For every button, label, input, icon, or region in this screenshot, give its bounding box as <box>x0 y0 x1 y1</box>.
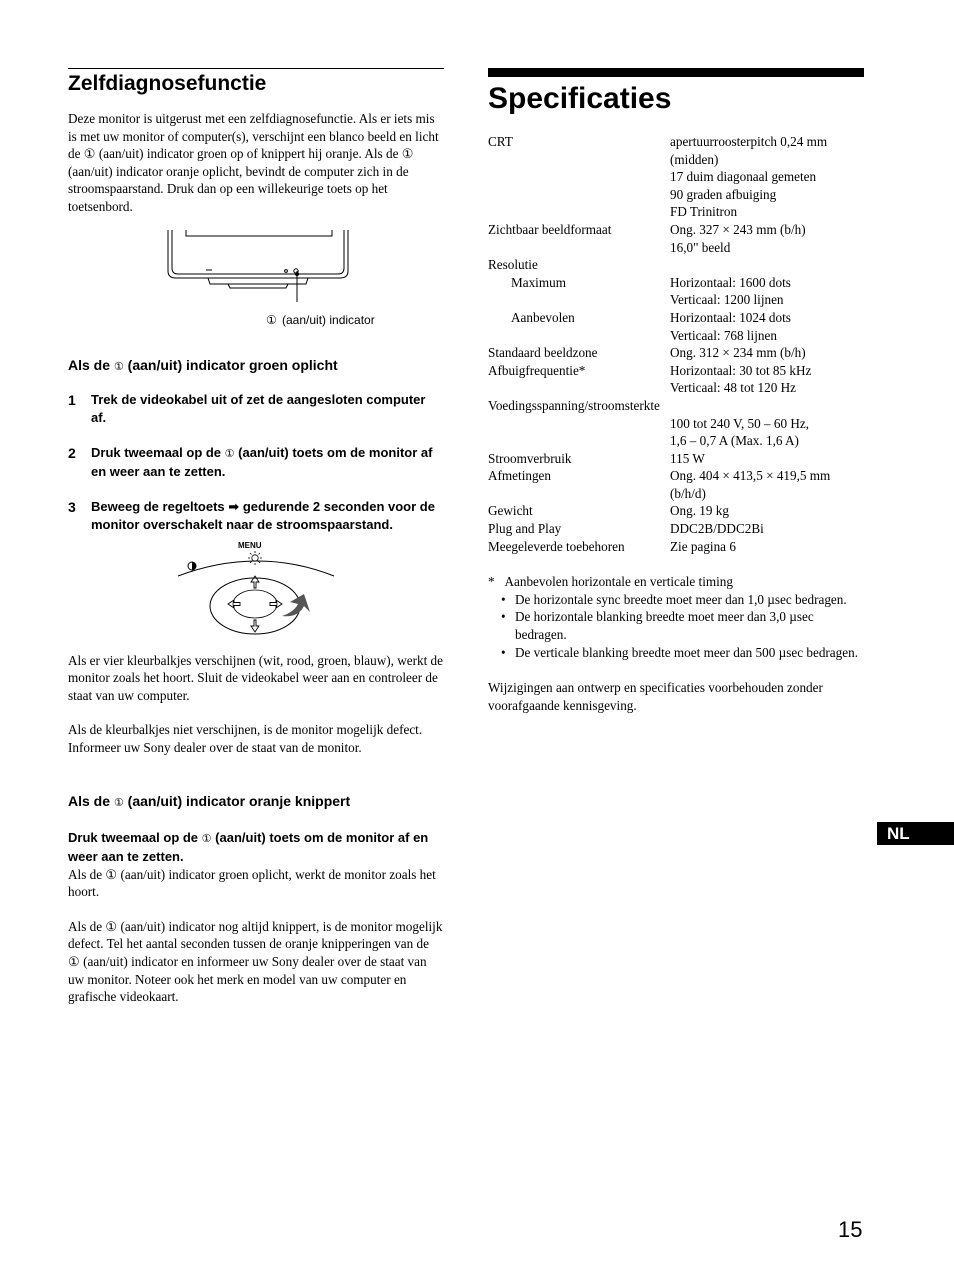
spec-row <box>488 397 864 415</box>
spec-label: Afbuigfrequentie* <box>488 362 586 378</box>
spec-label: Resolutie <box>488 257 538 273</box>
orange-instruction: Druk tweemaal op de ① (aan/uit) toets om de monitor af en weer aan te zetten. <box>68 829 429 864</box>
spec-row <box>488 168 864 186</box>
spec-row <box>488 309 864 327</box>
spec-value: 17 duim diagonaal gemeten <box>670 169 817 185</box>
spec-label: Voedingsspanning/stroomsterkte <box>488 397 660 413</box>
spec-label: Maximum <box>511 274 566 290</box>
spec-label: Meegeleverde toebehoren <box>488 538 625 554</box>
spec-value: Horizontaal: 1600 dots <box>670 274 791 290</box>
spec-value: Verticaal: 768 lijnen <box>670 327 777 343</box>
page-number: 15 <box>838 1217 863 1242</box>
step-1: 1 Trek de videokabel uit of zet de aangesloten computer af. <box>68 391 426 425</box>
spec-row <box>488 256 864 274</box>
spec-row <box>488 239 864 257</box>
spec-row <box>488 133 864 168</box>
spec-value: Verticaal: 48 tot 120 Hz <box>670 380 796 396</box>
footnote: * Aanbevolen horizontale en verticale timing <box>488 574 733 590</box>
spec-label: Aanbevolen <box>511 309 575 325</box>
bullet-item: • De horizontale blanking breedte moet meer dan 3,0 µsec bedragen. <box>501 609 814 643</box>
step-2: 2 Druk tweemaal op de ① (aan/uit) toets om de monitor af en weer aan te zetten. <box>68 444 433 479</box>
spec-row <box>488 203 864 221</box>
green-heading: Als de ① (aan/uit) indicator groen oplicht <box>68 356 338 373</box>
monitor-front-figure <box>68 224 444 334</box>
green-result-1: Als er vier kleurbalkjes verschijnen (wit, rood, groen, blauw), werkt de monitor zoals het hoort. Sluit de videokabel weer aan en controleer de staat van uw computer. <box>68 652 443 703</box>
spec-row <box>488 362 864 380</box>
power-indicator-dot <box>295 272 299 276</box>
section-rule <box>68 68 444 69</box>
spec-value: 1,6 – 0,7 A (Max. 1,6 A) <box>670 433 799 449</box>
spec-value: Zie pagina 6 <box>670 538 736 554</box>
spec-value: 90 graden afbuiging <box>670 186 777 202</box>
figure1-caption: (aan/uit) indicator <box>282 312 375 327</box>
orange-result-2: Als de ① (aan/uit) indicator nog altijd knippert, is de monitor mogelijk defect. Tel het aantal seconden tussen de oranje knipperingen van de ① (aan/uit) indicator en informeer uw Sony dealer over de staat van uw monitor. Noteer ook het merk en model van uw computer en grafische videokaart. <box>68 918 443 1005</box>
spec-value: DDC2B/DDC2Bi <box>670 521 764 537</box>
press-arrow-icon <box>282 594 310 616</box>
spec-value: Ong. 404 × 413,5 × 419,5 mm (b/h/d) <box>670 468 831 501</box>
spec-row <box>488 274 864 292</box>
green-result-2: Als de kleurbalkjes niet verschijnen, is de monitor mogelijk defect. Informeer uw Sony dealer over de staat van de monitor. <box>68 722 423 755</box>
spec-label: Zichtbaar beeldformaat <box>488 221 612 237</box>
spec-row <box>488 344 864 362</box>
step-3: 3 Beweeg de regeltoets ➡ gedurende 2 seconden voor de monitor overschakelt naar de stroomspaarstand. <box>68 498 435 532</box>
intro-paragraph: Deze monitor is uitgerust met een zelfdiagnosefunctie. Als er iets mis is met uw monitor of computer(s), verschijnt een blanco beeld en licht de ① (aan/uit) indicator groen op of knippert hij oranje. Als de ① (aan/uit) indicator oranje oplicht, bevindt de computer zich in de stroomspaarstand. Druk dan op een willekeurige toets op het toetsenbord. <box>68 111 439 214</box>
spec-row <box>488 502 864 520</box>
section-title-specificaties: Specificaties <box>488 82 672 115</box>
orange-result-1: Als de ① (aan/uit) indicator groen oplicht, werkt de monitor zoals het hoort. <box>68 866 436 900</box>
spec-value: Ong. 19 kg <box>670 503 729 519</box>
language-tab: NL <box>877 822 954 845</box>
bullet-item: • De verticale blanking breedte moet meer dan 500 µsec bedragen. <box>501 644 858 660</box>
spec-label: Plug and Play <box>488 521 562 537</box>
spec-label: CRT <box>488 134 513 149</box>
right-arrow-icon: ➡ <box>228 498 240 514</box>
spec-row <box>488 450 864 468</box>
spec-label: Afmetingen <box>488 468 551 484</box>
power-icon: ① <box>113 795 124 809</box>
spec-value: 100 tot 240 V, 50 – 60 Hz, <box>670 415 810 431</box>
spec-table <box>488 133 864 555</box>
spec-row <box>488 221 864 239</box>
spec-value: Ong. 327 × 243 mm (b/h) <box>670 221 806 237</box>
title-rule <box>488 68 864 77</box>
left-column <box>68 68 444 1006</box>
spec-value: FD Trinitron <box>670 204 738 220</box>
spec-value: Verticaal: 1200 lijnen <box>670 292 784 308</box>
right-column <box>488 68 864 714</box>
contrast-icon <box>188 562 196 570</box>
disclaimer: Wijzigingen aan ontwerp en specificaties voorbehouden zonder voorafgaande kennisgeving. <box>488 680 823 713</box>
spec-value: 16,0" beeld <box>670 239 731 255</box>
svg-text:①: ① <box>266 312 277 327</box>
bullet-item: • De horizontale sync breedte moet meer dan 1,0 µsec bedragen. <box>501 591 847 607</box>
spec-value: Horizontaal: 1024 dots <box>670 309 791 325</box>
spec-label: Stroomverbruik <box>488 450 572 466</box>
spec-row <box>488 520 864 538</box>
spec-row <box>488 467 864 502</box>
power-icon: ① <box>201 831 212 845</box>
power-icon: ① <box>224 446 235 460</box>
spec-row <box>488 186 864 204</box>
control-button-figure <box>68 536 444 636</box>
spec-value: Ong. 312 × 234 mm (b/h) <box>670 345 806 361</box>
section-title-zelfdiagnose: Zelfdiagnosefunctie <box>68 72 267 95</box>
orange-heading: Als de ① (aan/uit) indicator oranje knippert <box>68 792 351 809</box>
spec-row <box>488 327 864 345</box>
spec-row <box>488 291 864 309</box>
spec-label: Gewicht <box>488 503 533 519</box>
spec-row <box>488 432 864 450</box>
menu-label: MENU <box>238 540 262 550</box>
spec-row <box>488 379 864 397</box>
brightness-icon <box>248 551 262 565</box>
spec-value: apertuurroosterpitch 0,24 mm (midden) <box>670 134 828 167</box>
spec-row <box>488 538 864 556</box>
spec-label: Standaard beeldzone <box>488 345 598 361</box>
power-icon: ① <box>113 359 124 373</box>
spec-value: Horizontaal: 30 tot 85 kHz <box>670 362 812 378</box>
spec-row <box>488 415 864 433</box>
spec-value: 115 W <box>670 450 705 466</box>
